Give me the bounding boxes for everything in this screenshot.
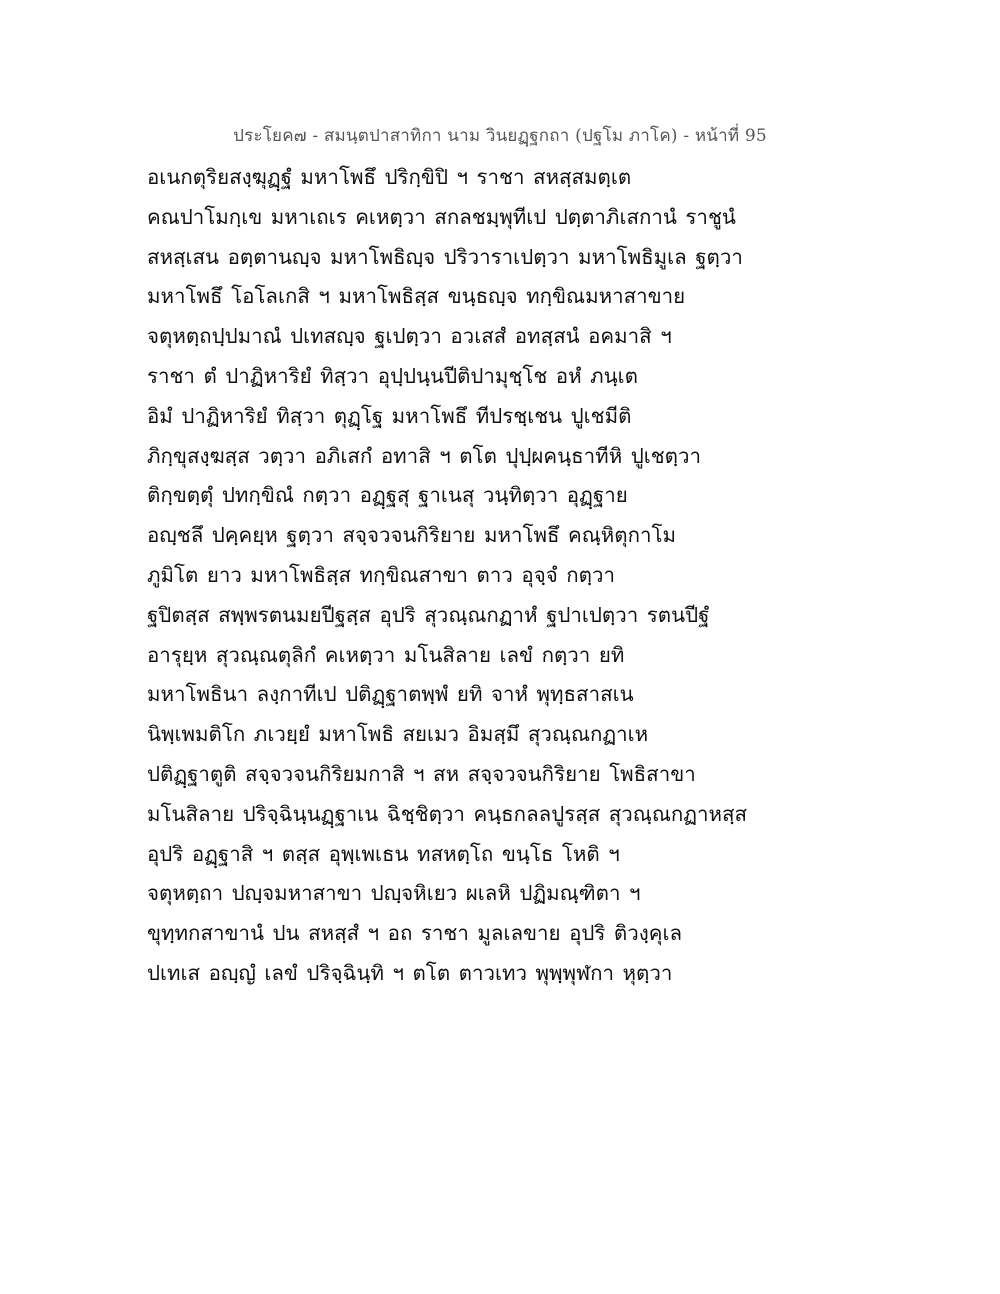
text-line-12: ฐปิตสฺส สพฺพรตนมยปีฐสฺส อุปริ สุวณฺณกฏาหํ ฐปาเปตฺวา รตนปีฐํ	[147, 602, 710, 627]
text-line-2: คณปาโมกฺเข มหาเถเร คเหตฺวา สกลชมฺพุทีเป ปตฺตาภิเสกานํ ราชูนํ	[147, 204, 736, 229]
text-line-9: ติกฺขตฺตุํ ปทกฺขิณํ กตฺวา อฏฺฐสุ ฐาเนสุ วนฺทิตฺวา อุฏฺฐาย	[147, 483, 628, 508]
text-line-7: อิมํ ปาฏิหาริยํ ทิสฺวา ตุฏฺโฐ มหาโพธึ ทีปรชฺเชน ปูเชมีติ	[147, 403, 632, 428]
text-line-17: มโนสิลาย ปริจฺฉินฺนฏฺฐาเน ฉิชฺชิตฺวา คนฺธกลลปูรสฺส สุวณฺณกฏาหสฺส	[147, 801, 748, 826]
text-line-14: มหาโพธินา ลงฺกาทีเป ปติฏฺฐาตพฺพํ ยทิ จาหํ พุทฺธสาสเน	[147, 682, 634, 707]
text-line-10: อญฺชลึ ปคฺคยฺห ฐตฺวา สจฺจวจนกิริยาย มหาโพธึ คณฺหิตุกาโม	[147, 523, 677, 548]
text-line-11: ภูมิโต ยาว มหาโพธิสฺส ทกฺขิณสาขา ตาว อุจฺจํ กตฺวา	[147, 562, 616, 587]
text-line-15: นิพฺเพมติโก ภเวยฺยํ มหาโพธิ สยเมว อิมสฺมึ สุวณฺณกฏาเห	[147, 722, 649, 747]
text-line-6: ราชา ตํ ปาฏิหาริยํ ทิสฺวา อุปฺปนฺนปีติปามุชฺโช อหํ ภนฺเต	[147, 363, 638, 388]
text-line-16: ปติฏฺฐาตูติ สจฺจวจนกิริยมกาสิ ฯ สห สจฺจวจนกิริยาย โพธิสาขา	[147, 761, 696, 786]
body-text	[147, 158, 867, 994]
text-line-13: อารุยฺห สุวณฺณตุลิกํ คเหตฺวา มโนสิลาย เลขํ กตฺวา ยทิ	[147, 642, 625, 667]
text-line-5: จตุหตฺถปฺปมาณํ ปเทสญฺจ ฐเปตฺวา อวเสสํ อทสฺสนํ อคมาสิ ฯ	[147, 324, 672, 349]
text-line-21: ปเทเส อญฺญํ เลขํ ปริจฺฉินฺทิ ฯ ตโต ตาวเทว พุพฺพุฬกา หุตฺวา	[147, 960, 673, 985]
text-line-18: อุปริ อฏฺฐาสิ ฯ ตสฺส อุพฺเพเธน ทสหตฺโถ ขนฺโธ โหติ ฯ	[147, 841, 620, 866]
text-line-8: ภิกฺขุสงฺฆสฺส วตฺวา อภิเสกํ อทาสิ ฯ ตโต ปุปฺผคนฺธาทีหิ ปูเชตฺวา	[147, 443, 701, 468]
text-line-19: จตุหตฺถา ปญฺจมหาสาขา ปญฺจหิเยว ผเลหิ ปฏิมณฺฑิตา ฯ	[147, 881, 641, 906]
text-line-20: ขุทฺทกสาขานํ ปน สหสฺสํ ฯ อถ ราชา มูลเลขาย อุปริ ติวงฺคุเล	[147, 921, 683, 946]
text-line-3: สหสฺเสน อตฺตานญฺจ มหาโพธิญฺจ ปริวาราเปตฺวา มหาโพธิมูเล ฐตฺวา	[147, 244, 743, 269]
running-header: ประโยค๗ - สมนฺตปาสาทิกา นาม วินยฏฺฐกถา (ปฐโม ภาโค) - หน้าที่ 95	[233, 126, 767, 146]
text-line-4: มหาโพธึ โอโลเกสิ ฯ มหาโพธิสฺส ขนฺธญฺจ ทกฺขิณมหาสาขาย	[147, 284, 686, 309]
text-line-1: อเนกตุริยสงฺฆุฏฺฐํ มหาโพธึ ปริกฺขิปิ ฯ ราชา สหสฺสมตฺเต	[147, 165, 632, 189]
